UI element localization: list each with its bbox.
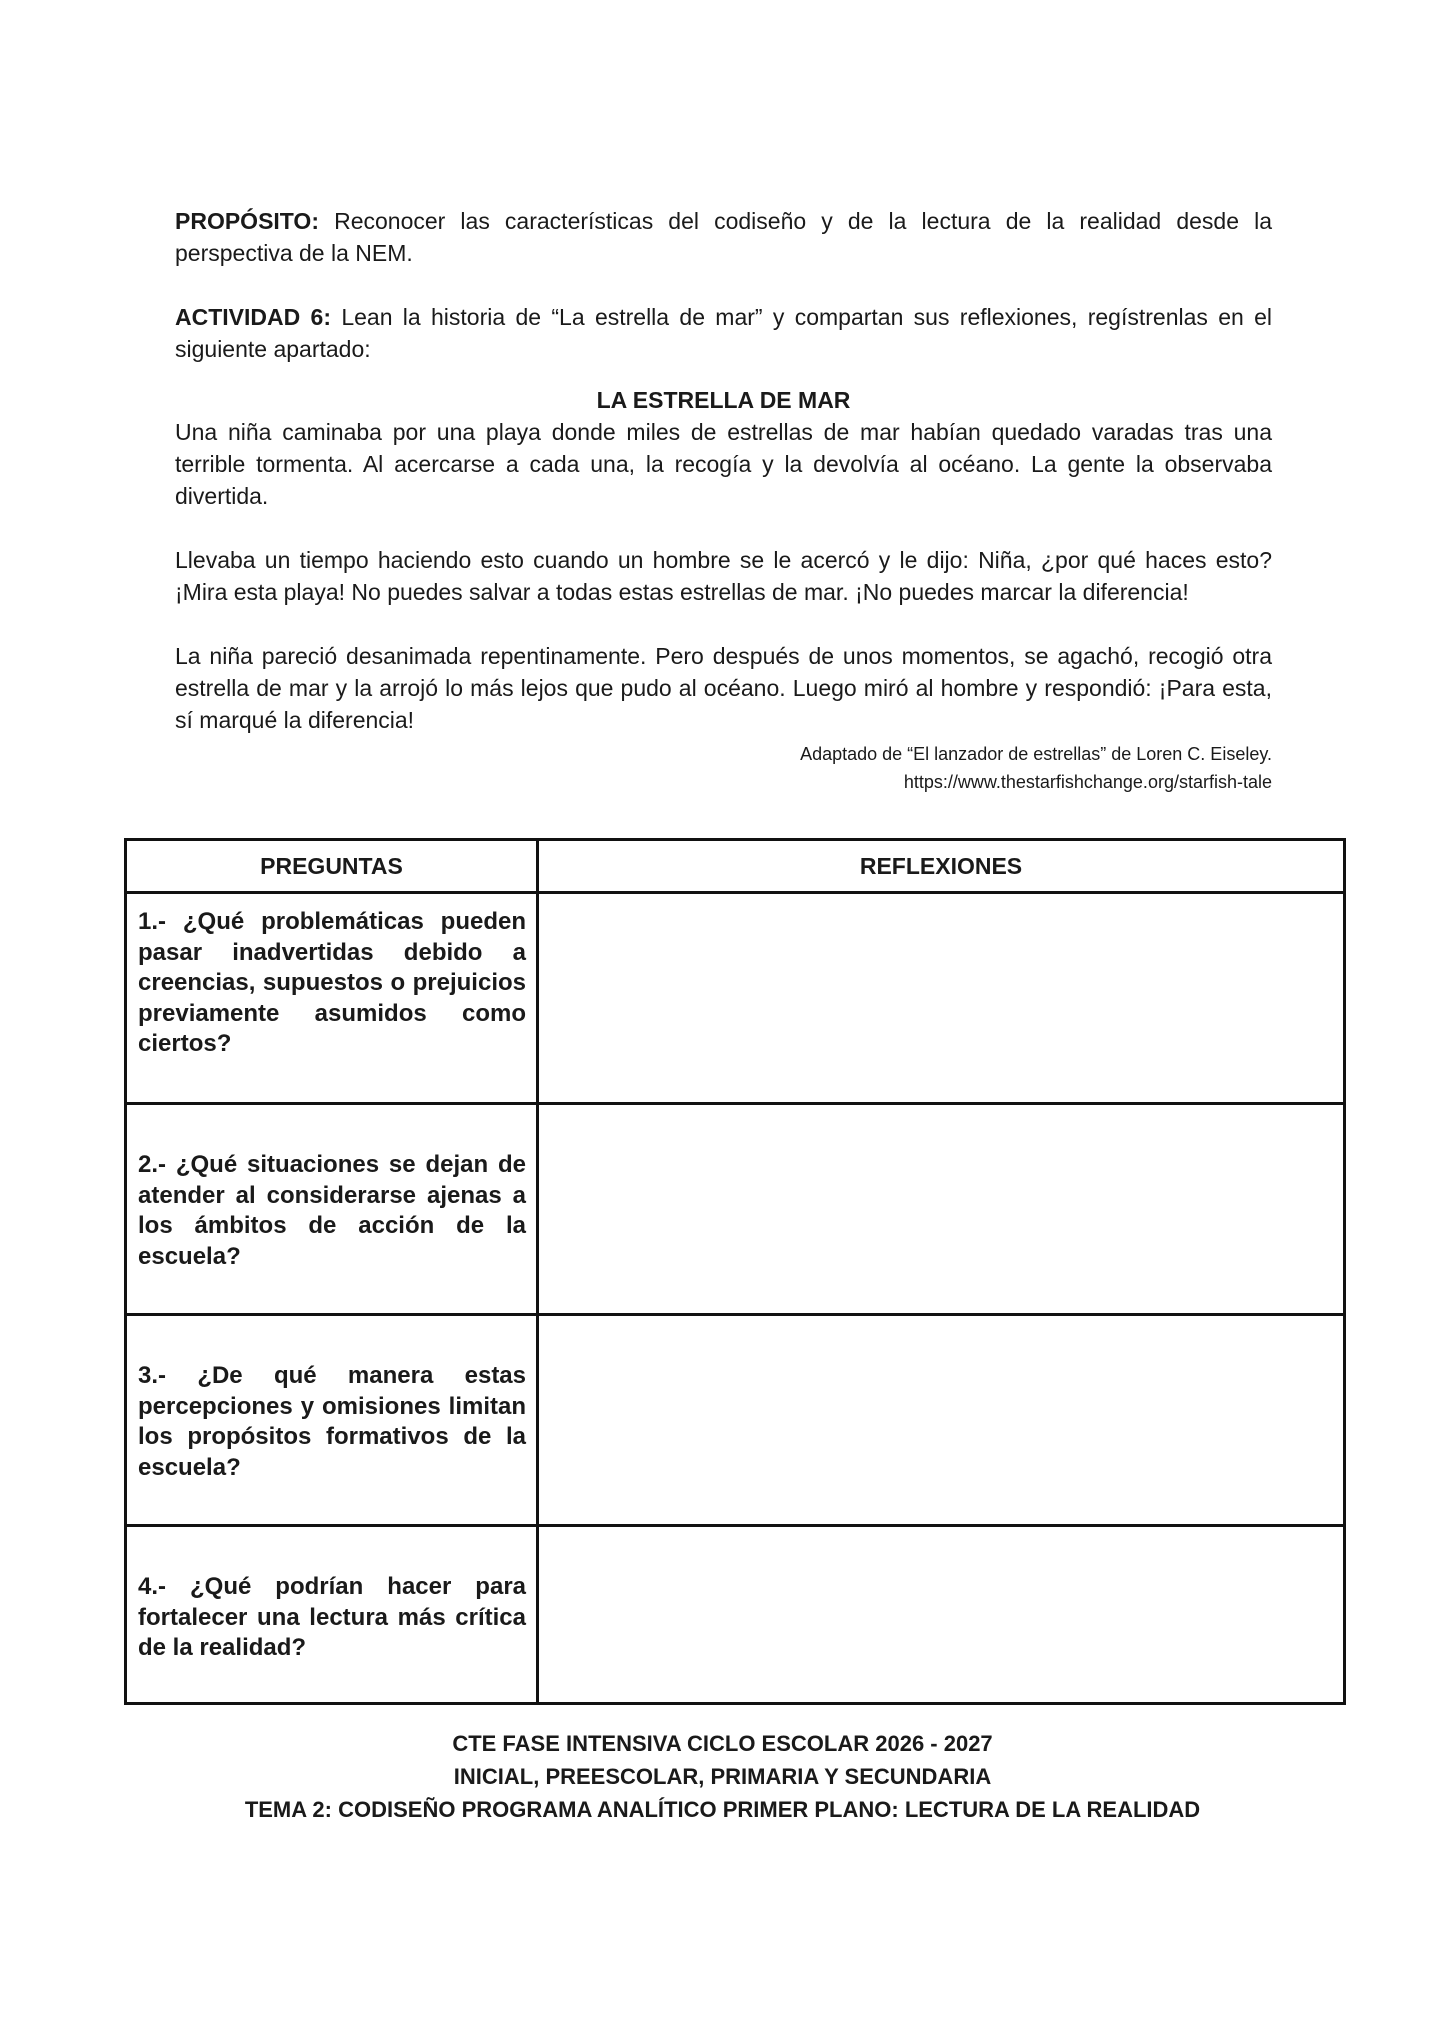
question-cell [126, 1104, 538, 1315]
table-row [126, 1526, 1345, 1704]
question-cell [126, 1315, 538, 1526]
activity-label: ACTIVIDAD 6: [175, 304, 331, 330]
reflection-cell-3[interactable] [538, 1315, 1345, 1526]
table-header-row [126, 840, 1345, 893]
question-3: 3.- ¿De qué manera estas percepciones y omisiones limitan los propósitos formativos de la escuela? [138, 1362, 526, 1481]
story-source-url: https://www.thestarfishchange.org/starfish-tale [903, 772, 1272, 792]
purpose-paragraph [175, 205, 1272, 269]
activity-text: Lean la historia de “La estrella de mar” y compartan sus reflexiones, regístrenlas en el siguiente apartado: [175, 304, 1273, 362]
footer-line-1: CTE FASE INTENSIVA CICLO ESCOLAR 2026 - 2027 [452, 1731, 993, 1756]
story-credit: Adaptado de “El lanzador de estrellas” de Loren C. Eiseley. [800, 744, 1272, 764]
footer-line-3: TEMA 2: CODISEÑO PROGRAMA ANALÍTICO PRIMER PLANO: LECTURA DE LA REALIDAD [244, 1797, 1201, 1822]
story-paragraph-2: Llevaba un tiempo haciendo esto cuando un hombre se le acercó y le dijo: Niña, ¿por qué haces esto? ¡Mira esta playa! No puedes salvar a todas estas estrellas de mar. ¡No puedes marcar la diferencia! [175, 547, 1272, 605]
header-reflexiones: REFLEXIONES [538, 840, 1345, 893]
story-paragraph-3: La niña pareció desanimada repentinamente. Pero después de unos momentos, se agachó, recogió otra estrella de mar y la arrojó lo más lejos que pudo al océano. Luego miró al hombre y respondió: ¡Para esta, sí marqué la diferencia! [175, 643, 1272, 733]
table-row [126, 893, 1345, 1104]
header-preguntas: PREGUNTAS [126, 840, 538, 893]
reflection-cell-4[interactable] [538, 1526, 1345, 1704]
purpose-label: PROPÓSITO: [175, 208, 319, 234]
question-cell [126, 893, 538, 1104]
question-2: 2.- ¿Qué situaciones se dejan de atender al considerarse ajenas a los ámbitos de acción de la escuela? [138, 1151, 526, 1270]
story-title: LA ESTRELLA DE MAR [596, 387, 851, 413]
reflection-cell-2[interactable] [538, 1104, 1345, 1315]
purpose-text: Reconocer las características del codiseño y de la lectura de la realidad desde la perspectiva de la NEM. [175, 208, 1272, 266]
question-4: 4.- ¿Qué podrían hacer para fortalecer una lectura más crítica de la realidad? [138, 1573, 526, 1661]
question-cell [126, 1526, 538, 1704]
table-row [126, 1315, 1345, 1526]
page-footer [0, 1727, 1445, 1826]
story-paragraph-1: Una niña caminaba por una playa donde miles de estrellas de mar habían quedado varadas tras una terrible tormenta. Al acercarse a cada una, la recogía y la devolvía al océano. La gente la observaba divertida. [175, 419, 1272, 509]
reflection-cell-1[interactable] [538, 893, 1345, 1104]
footer-line-2: INICIAL, PREESCOLAR, PRIMARIA Y SECUNDARIA [453, 1764, 992, 1789]
document-body [175, 205, 1272, 796]
question-1: 1.- ¿Qué problemáticas pueden pasar inadvertidas debido a creencias, supuestos o prejuicios previamente asumidos como ciertos? [138, 908, 526, 1057]
activity-paragraph [175, 301, 1272, 365]
table-row [126, 1104, 1345, 1315]
questions-table [124, 838, 1346, 1705]
